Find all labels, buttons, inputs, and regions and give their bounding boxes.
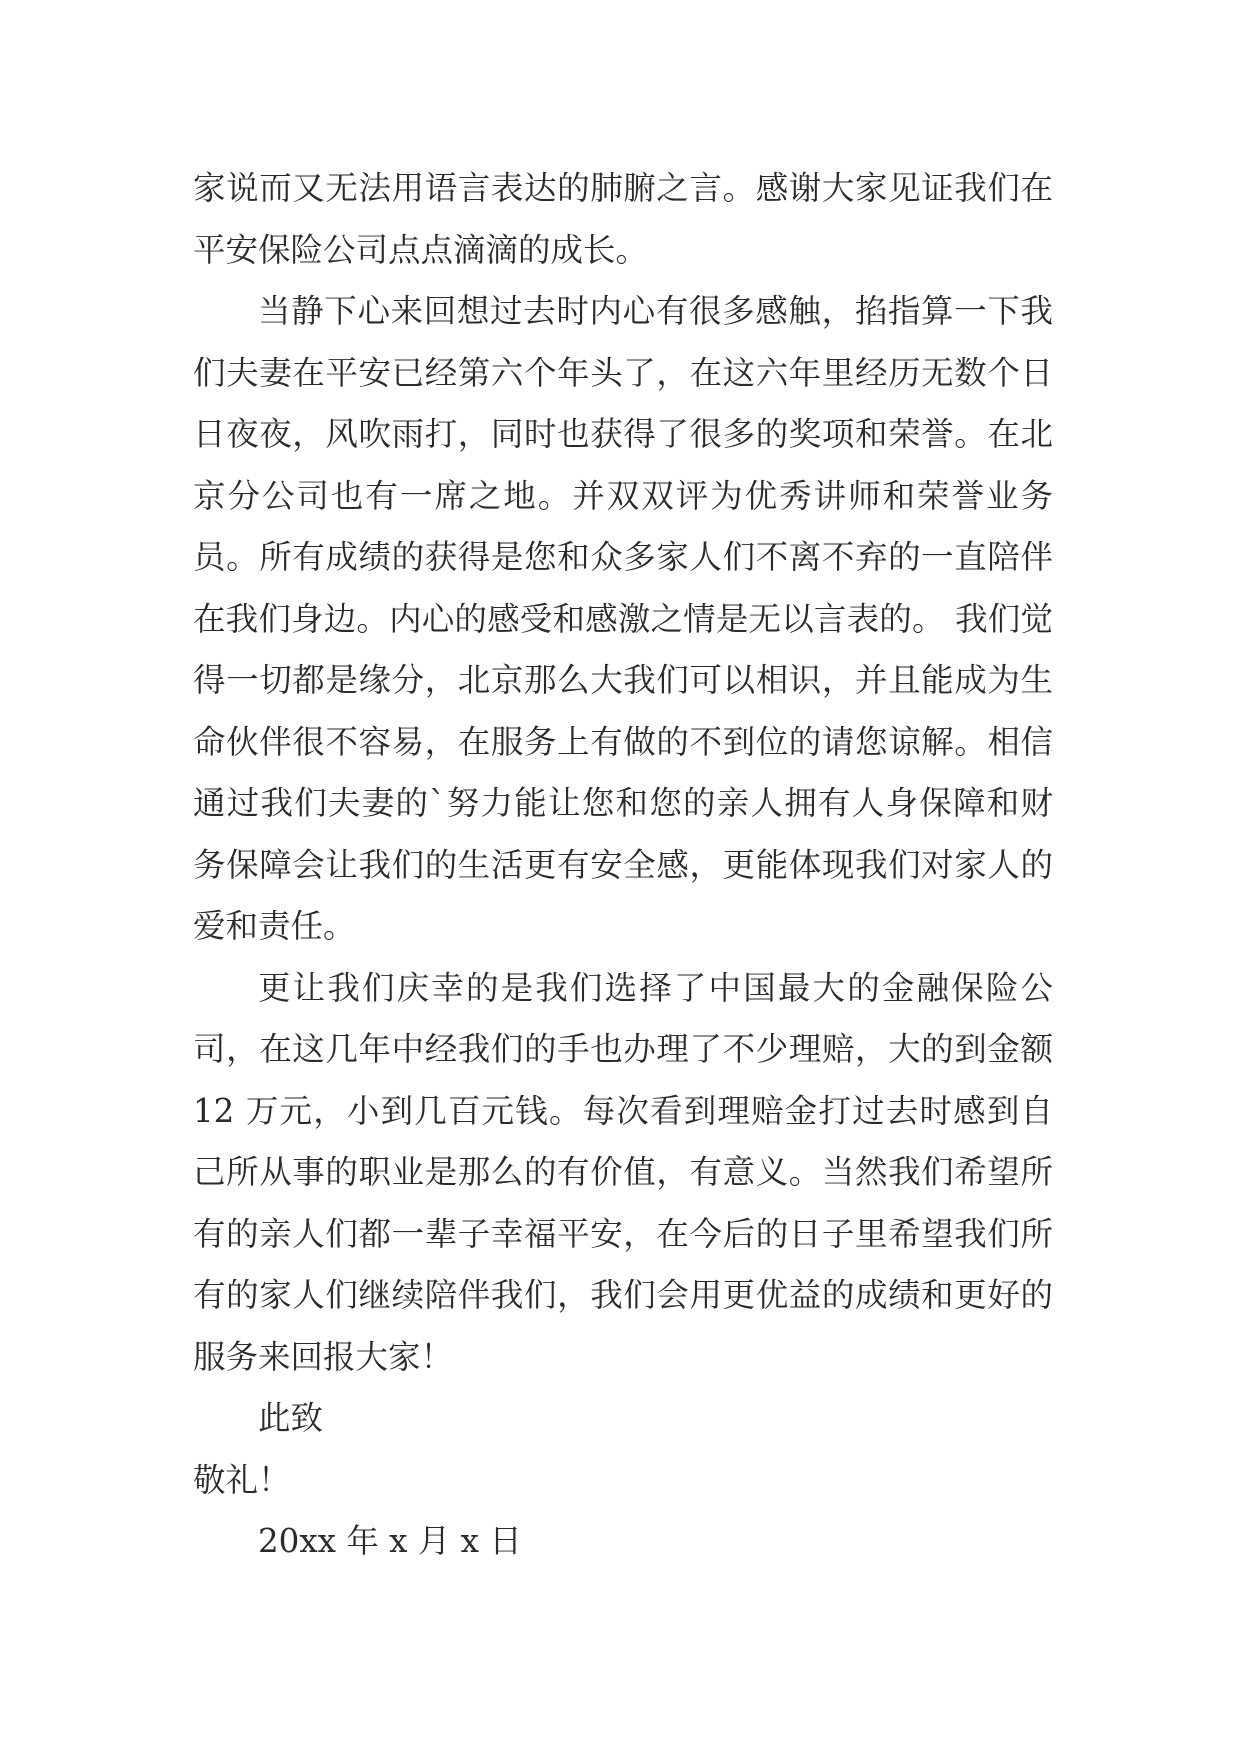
paragraph-2: 当静下心来回想过去时内心有很多感触，掐指算一下我们夫妻在平安已经第六个年头了，在这六年里经历无数个日日夜夜，风吹雨打，同时也获得了很多的奖项和荣誉。在北京分公司也有一席之地。并双双评为优秀讲师和荣誉业务员。所有成绩的获得是您和众多家人们不离不弃的一直陪伴在我们身边。内心的感受和感激之情是无以言表的。 我们觉得一切都是缘分，北京那么大我们可以相识，并且能成为生命伙伴很不容易，在服务上有做的不到位的请您谅解。相信通过我们夫妻的`努力能让您和您的亲人拥有人身保障和财务保障会让我们的生活更有安全感，更能体现我们对家人的爱和责任。 [193, 292, 1053, 945]
closing-phrase: 此致 [258, 1399, 324, 1437]
letter-date: 20xx 年 x 月 x 日 [258, 1522, 522, 1560]
paragraph-3: 更让我们庆幸的是我们选择了中国最大的金融保险公司，在这几年中经我们的手也办理了不少理赔，大的到金额12 万元，小到几百元钱。每次看到理赔金打过去时感到自己所从事的职业是那么的有价值，有意义。当然我们希望所有的亲人们都一辈子幸福平安，在今后的日子里希望我们所有的家人们继续陪伴我们，我们会用更优益的成绩和更好的服务来回报大家！ [193, 968, 1053, 1376]
paragraph-1: 家说而又无法用语言表达的肺腑之言。感谢大家见证我们在平安保险公司点点滴滴的成长。 [193, 169, 1053, 269]
salutation: 敬礼！ [193, 1460, 291, 1499]
letter-body [193, 158, 1053, 1573]
